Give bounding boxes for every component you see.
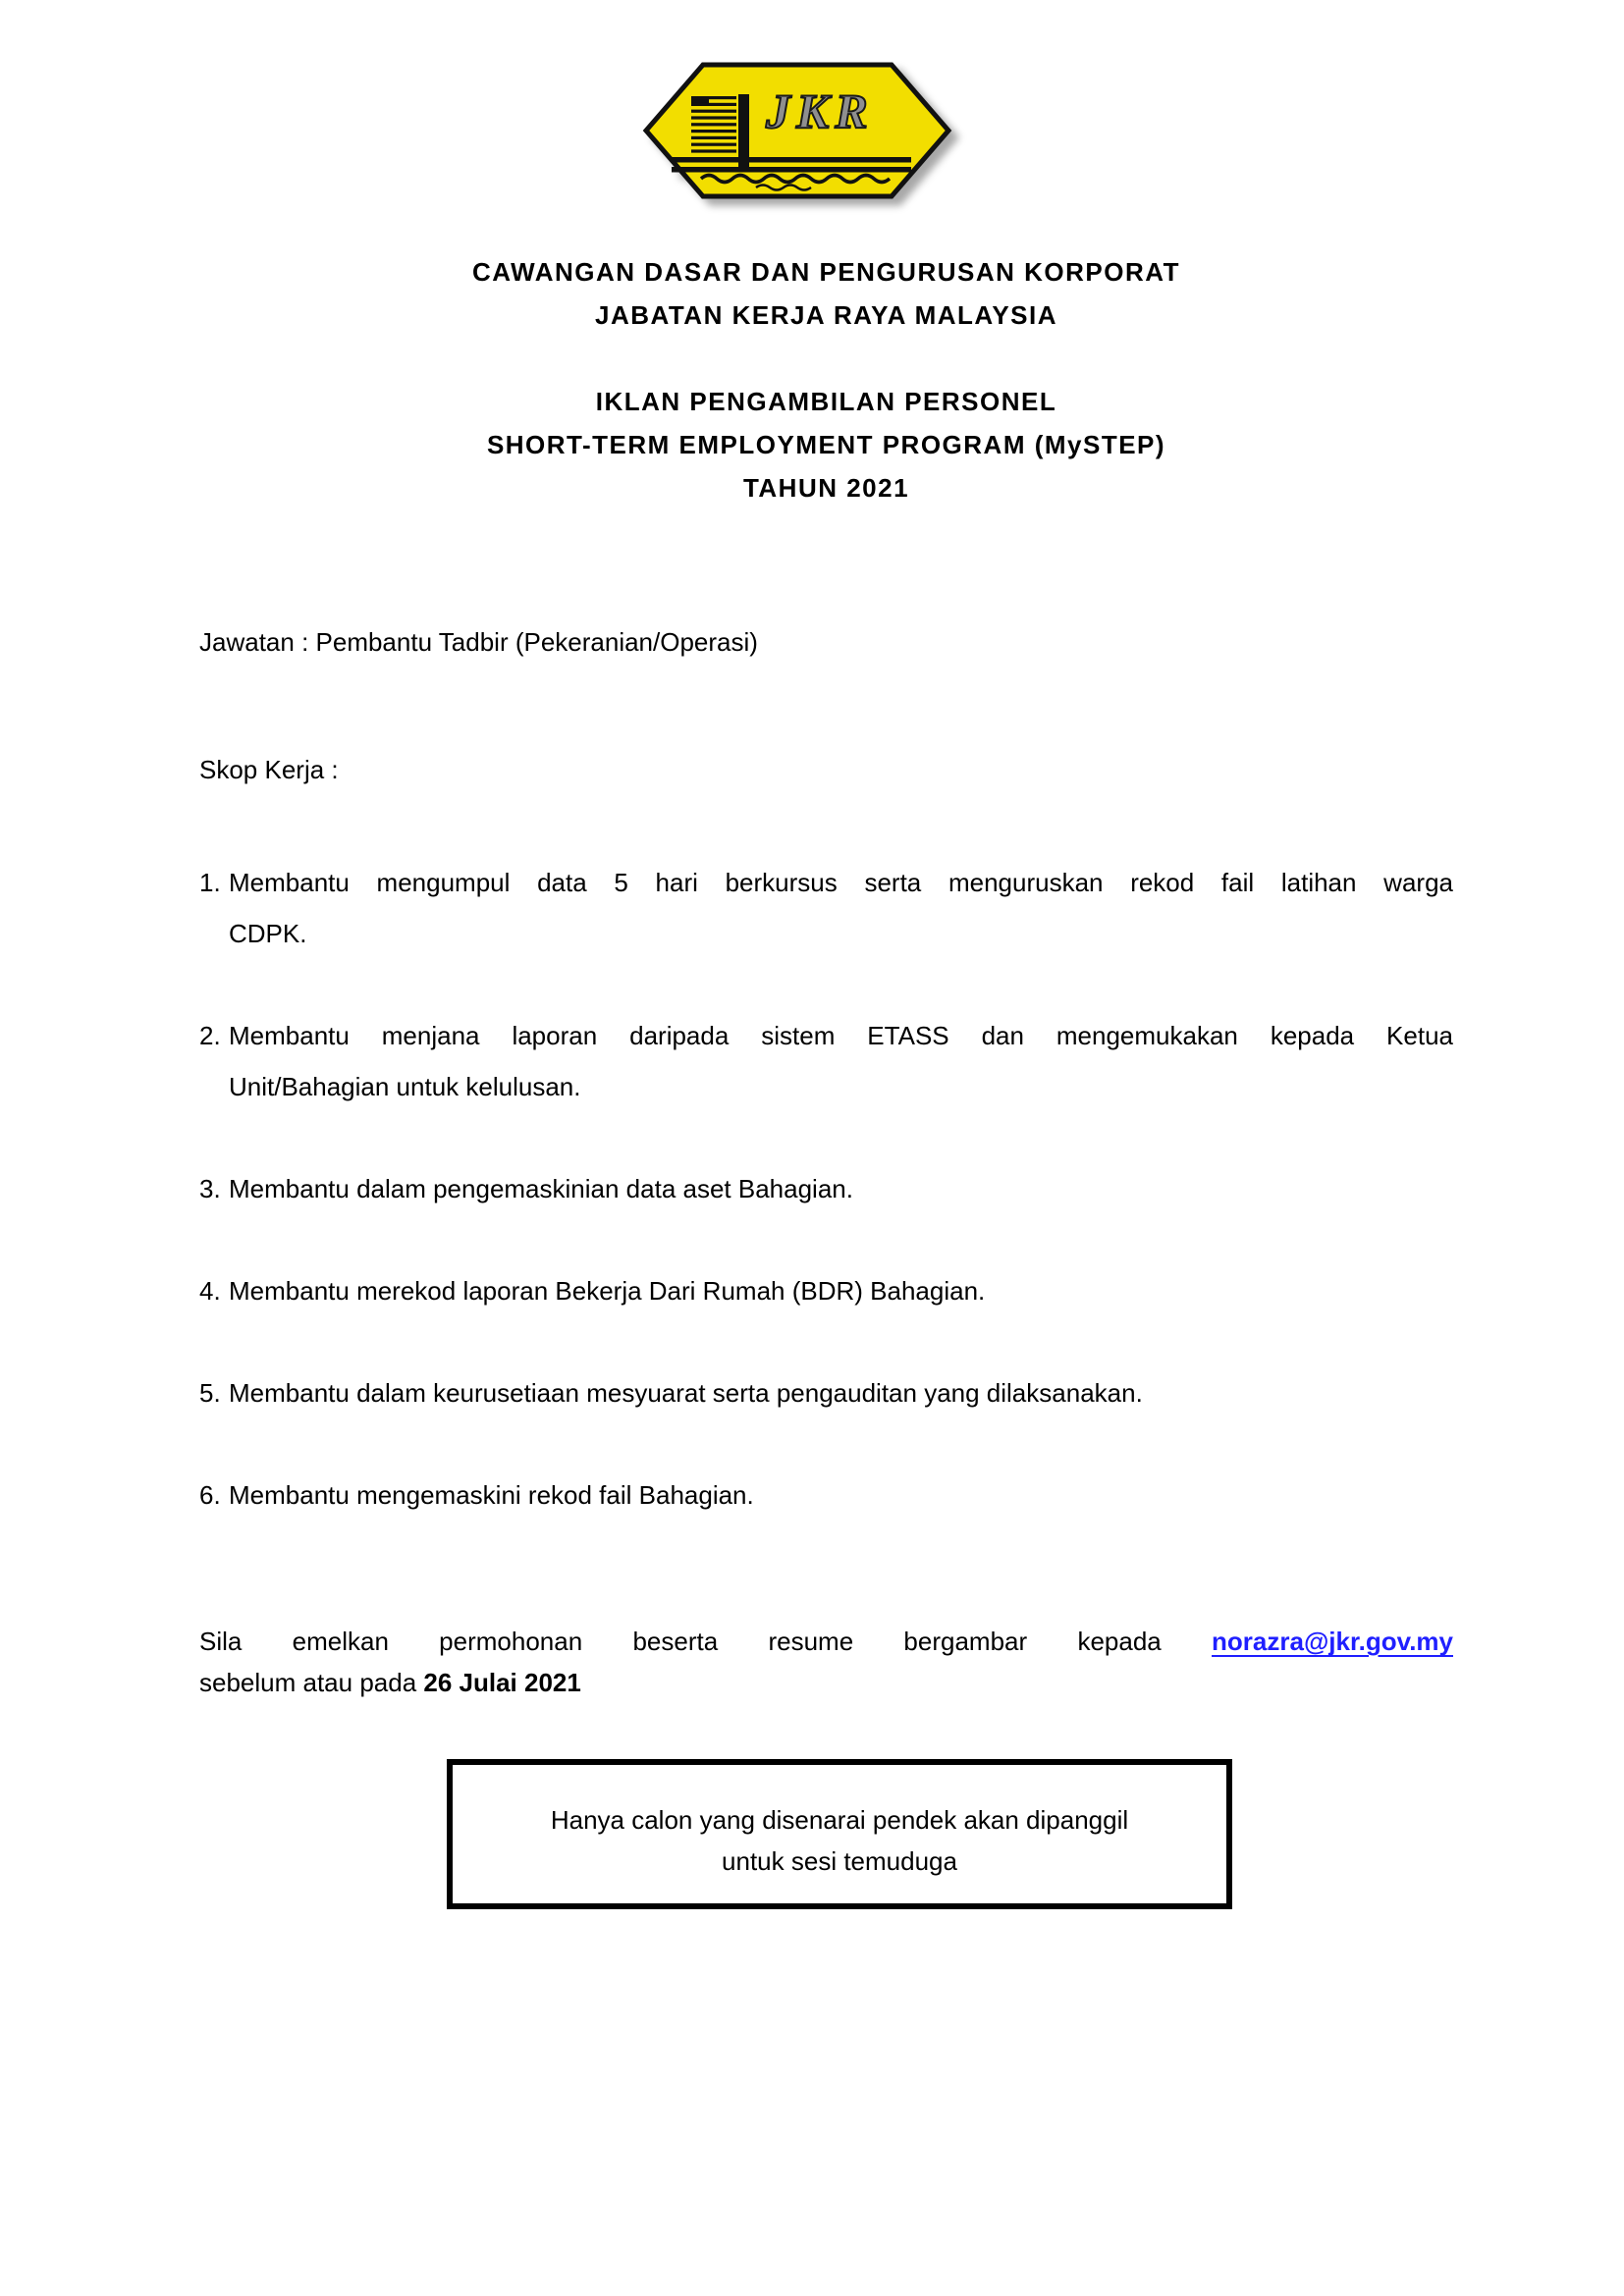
org-title [199,250,1453,337]
scope-list [199,857,1453,1521]
logo-acronym-text: JKR [765,83,874,138]
list-item-number: 6. [199,1480,221,1510]
list-item-number: 3. [199,1174,221,1203]
position-line: Jawatan : Pembantu Tadbir (Pekeranian/Operasi) [199,627,758,657]
email-link[interactable]: norazra@jkr.gov.my [1212,1627,1453,1656]
list-item-line: Membantu dalam keurusetiaan mesyuarat serta pengauditan yang dilaksanakan. [229,1378,1143,1408]
jkr-logo [640,57,954,204]
list-item-line: CDPK. [229,919,307,948]
jkr-logo-icon [640,57,954,204]
org-title-line1: CAWANGAN DASAR DAN PENGURUSAN KORPORAT [472,257,1180,287]
ad-title-line2: SHORT-TERM EMPLOYMENT PROGRAM (MySTEP) [486,430,1166,459]
list-item-line: Membantu menjana laporan daripada sistem ETASS dan mengemukakan kepada Ketua [229,1021,1453,1050]
list-item [199,1163,1453,1214]
application-instructions [199,1621,1453,1703]
list-item-line: Membantu merekod laporan Bekerja Dari Rumah (BDR) Bahagian. [229,1276,986,1306]
notice-line2: untuk sesi temuduga [722,1846,957,1876]
list-item [199,1469,1453,1521]
deadline-prefix-text: sebelum atau pada [199,1668,424,1697]
scope-heading: Skop Kerja : [199,755,339,784]
ad-title-line1: IKLAN PENGAMBILAN PERSONEL [595,387,1057,416]
list-item-number: 2. [199,1021,221,1050]
ad-title-line3: TAHUN 2021 [742,473,910,503]
org-title-line2: JABATAN KERJA RAYA MALAYSIA [594,300,1058,330]
application-line1 [199,1621,1453,1662]
list-item [199,1010,1453,1112]
application-intro-text: Sila emelkan permohonan beserta resume bergambar kepada [199,1627,1213,1656]
list-item-line: Membantu mengumpul data 5 hari berkursus serta menguruskan rekod fail latihan warga [229,868,1453,897]
list-item-number: 4. [199,1276,221,1306]
list-item-number: 1. [199,868,221,897]
list-item [199,1265,1453,1316]
notice-box [447,1759,1232,1909]
deadline-date: 26 Julai 2021 [423,1668,581,1697]
list-item-line: Membantu dalam pengemaskinian data aset Bahagian. [229,1174,853,1203]
list-item-line: Unit/Bahagian untuk kelulusan. [229,1072,581,1101]
list-item [199,1367,1453,1418]
ad-title [199,380,1453,509]
application-line2 [199,1662,1453,1703]
list-item-number: 5. [199,1378,221,1408]
list-item [199,857,1453,959]
list-item-line: Membantu mengemaskini rekod fail Bahagian. [229,1480,754,1510]
notice-line1: Hanya calon yang disenarai pendek akan dipanggil [550,1805,1129,1835]
